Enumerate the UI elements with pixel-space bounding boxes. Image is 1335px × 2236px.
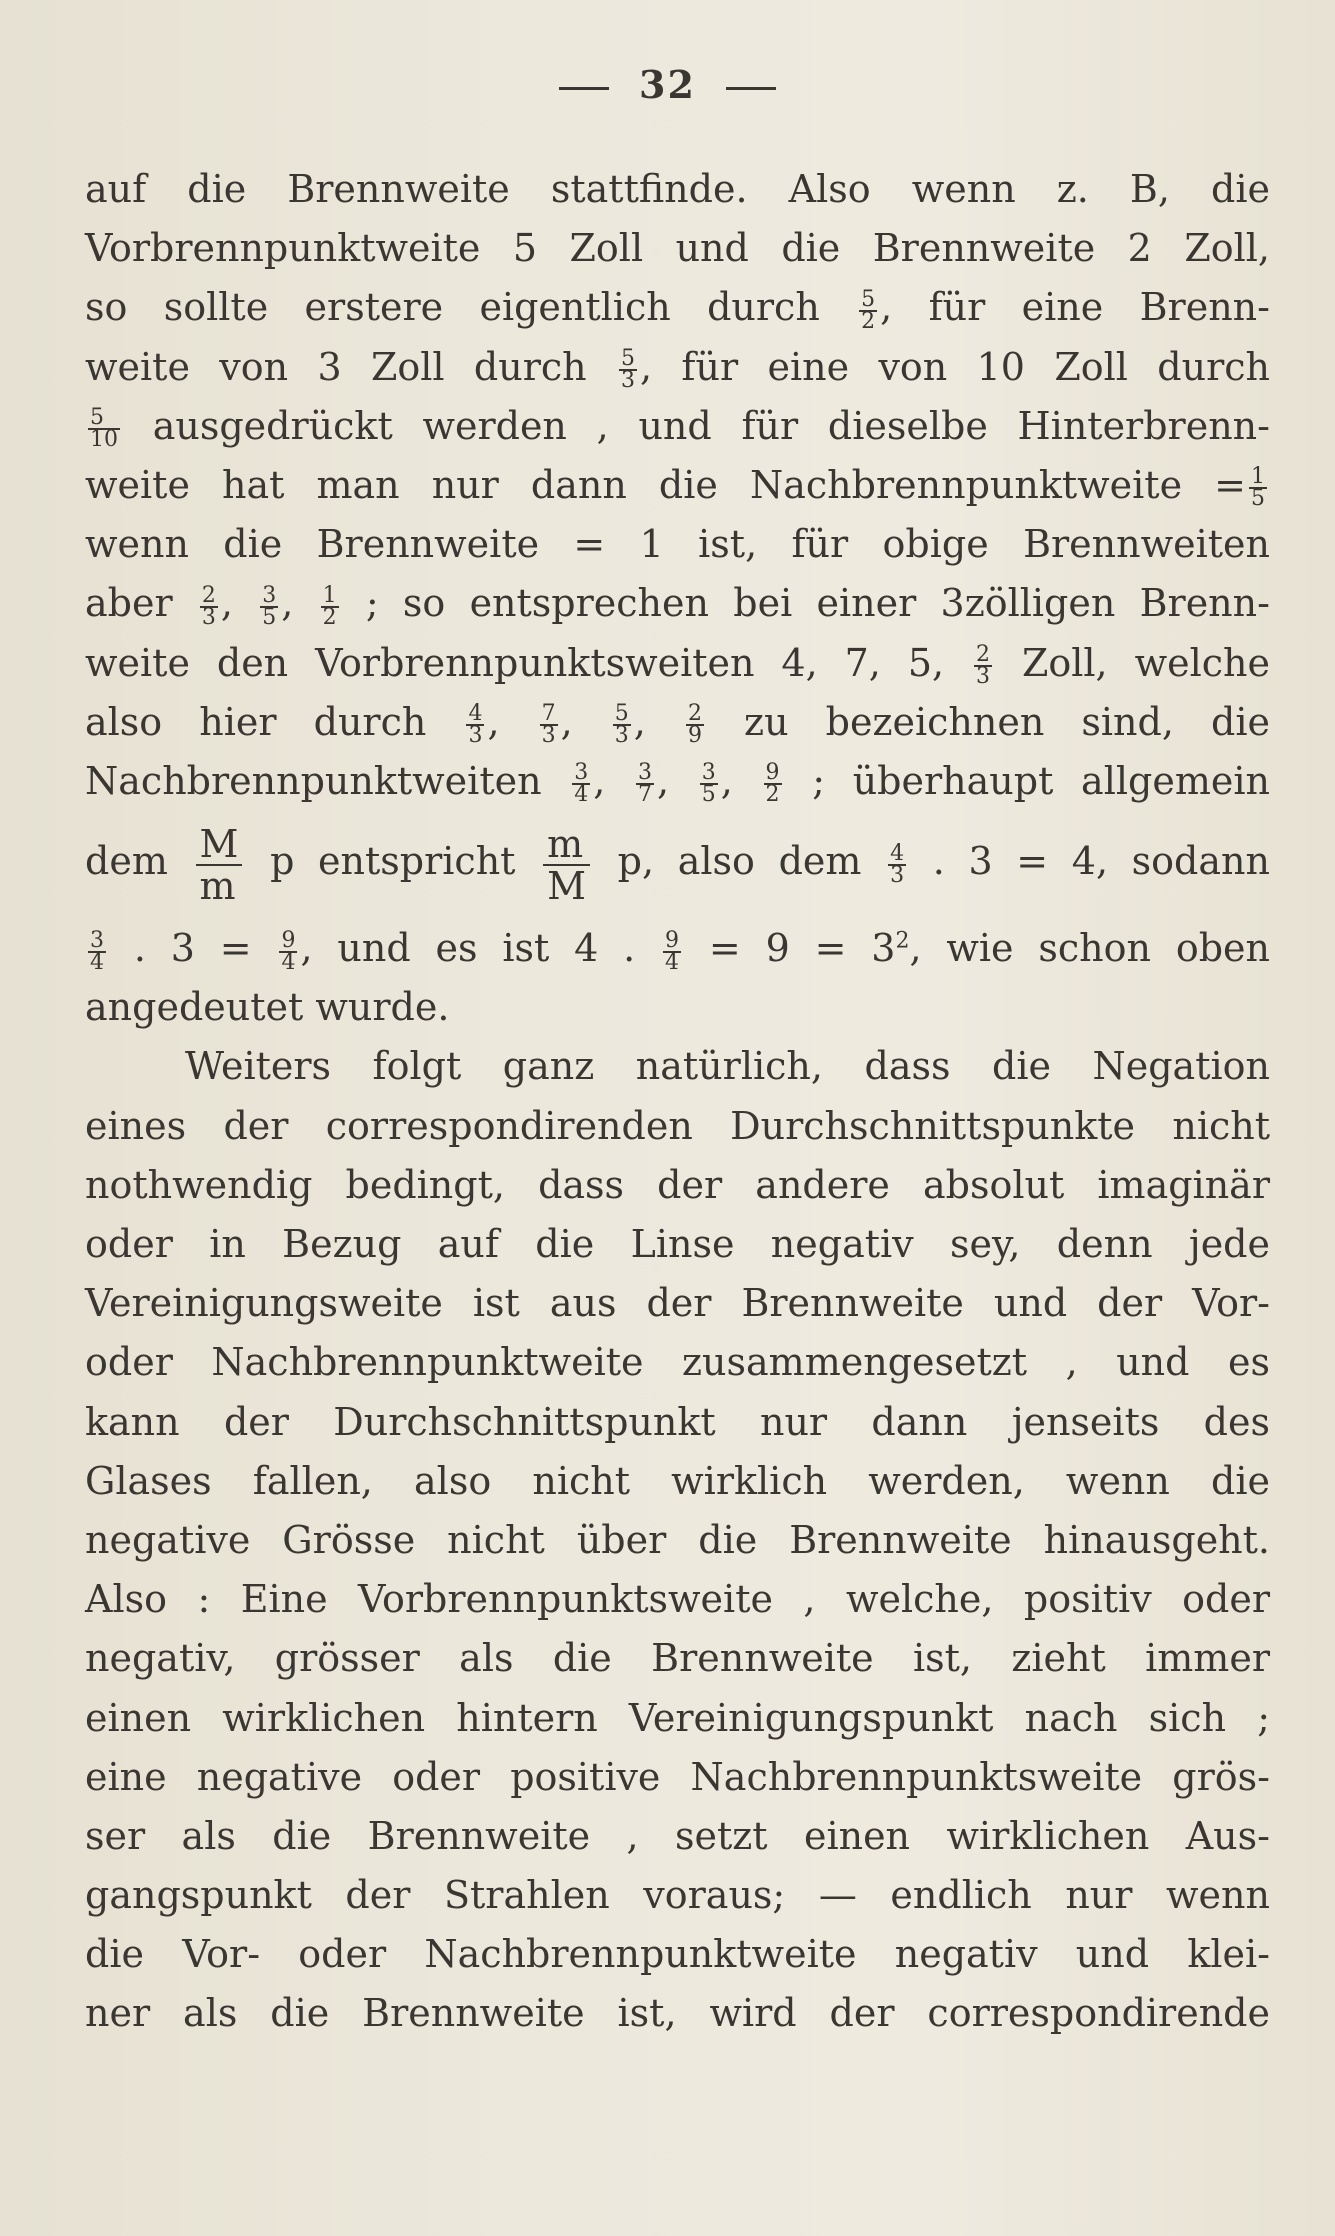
text-run: , und es ist 4 . bbox=[300, 926, 661, 971]
fraction-denominator: 5 bbox=[262, 604, 277, 630]
text-line: kann der Durchschnittspunkt nur dann jenseits des bbox=[85, 1399, 1270, 1444]
fraction-denominator: 10 bbox=[90, 427, 118, 453]
fraction bbox=[764, 760, 782, 808]
text-line: angedeutet wurde. bbox=[85, 985, 450, 1030]
fraction-numerator: 3 bbox=[574, 760, 589, 786]
text-line: ser als die Brennweite , setzt einen wirklichen Aus- bbox=[85, 1813, 1270, 1858]
fraction-numerator: 9 bbox=[281, 927, 296, 953]
fraction-numerator: 3 bbox=[262, 582, 277, 608]
fraction-denominator: 7 bbox=[638, 782, 653, 808]
text-line bbox=[85, 456, 1270, 515]
text-line bbox=[85, 811, 1270, 911]
fraction bbox=[540, 701, 558, 749]
fraction bbox=[686, 701, 704, 749]
fraction-denominator: 3 bbox=[541, 723, 556, 749]
fraction-denominator: 4 bbox=[90, 949, 104, 975]
fraction-denominator: 3 bbox=[468, 723, 483, 749]
fraction bbox=[636, 760, 654, 808]
fraction-denominator: 3 bbox=[976, 664, 991, 689]
fraction-denominator: 2 bbox=[322, 604, 337, 630]
fraction bbox=[572, 760, 590, 808]
page-number bbox=[0, 62, 1335, 107]
text-line: auf die Brennweite stattfinde. Also wenn z. B, die bbox=[85, 167, 1270, 211]
text-line bbox=[85, 919, 1270, 978]
text-line: die Vor- oder Nachbrennpunktweite negativ und klei- bbox=[85, 1932, 1270, 1977]
body-text bbox=[85, 160, 1270, 2044]
text-run: ; überhaupt allgemein bbox=[784, 758, 1270, 803]
text-run: , bbox=[633, 699, 683, 744]
text-run: Zoll, welche bbox=[995, 640, 1270, 685]
text-line bbox=[85, 278, 1270, 337]
fraction-numerator: M bbox=[196, 824, 243, 866]
text-run: weite den Vorbrennpunktsweiten 4, 7, 5, bbox=[85, 640, 972, 685]
fraction-denominator: 5 bbox=[701, 782, 716, 808]
fraction-numerator: 3 bbox=[638, 760, 653, 786]
fraction-numerator: 9 bbox=[765, 760, 780, 786]
text-line: Glases fallen, also nicht wirklich werden, wenn die bbox=[85, 1458, 1270, 1503]
text-line bbox=[85, 634, 1270, 693]
text-run: Nachbrennpunktweiten bbox=[85, 758, 570, 803]
fraction-denominator: 3 bbox=[201, 604, 216, 630]
text-run: p, also dem bbox=[594, 839, 886, 884]
fraction bbox=[859, 286, 877, 334]
text-line: nothwendig bedingt, dass der andere absolut imaginär bbox=[85, 1162, 1270, 1207]
text-line: negativ, grösser als die Brennweite ist, zieht immer bbox=[85, 1636, 1270, 1681]
text-run: , bbox=[281, 581, 318, 626]
text-run: = 9 = 3 bbox=[684, 926, 896, 971]
text-line bbox=[85, 397, 1270, 456]
text-run: , bbox=[593, 758, 634, 803]
fraction-denominator: 4 bbox=[574, 782, 589, 808]
fraction bbox=[466, 701, 484, 749]
fraction-numerator: 4 bbox=[468, 701, 483, 727]
fraction bbox=[196, 821, 243, 908]
superscript: 2 bbox=[895, 928, 910, 954]
fraction-numerator: 2 bbox=[976, 642, 991, 667]
fraction bbox=[279, 927, 297, 975]
fraction bbox=[1249, 464, 1267, 512]
text-line: einen wirklichen hintern Vereinigungspunkt nach sich ; bbox=[85, 1695, 1270, 1740]
text-run: , für eine Brenn- bbox=[880, 285, 1270, 330]
text-run: , bbox=[720, 758, 761, 803]
text-run: also hier durch bbox=[85, 699, 464, 744]
fraction-denominator: 3 bbox=[890, 862, 905, 888]
text-run: so sollte erstere eigentlich durch bbox=[85, 285, 857, 330]
text-run: ; so entsprechen bei einer 3zölligen Brenn- bbox=[341, 581, 1270, 626]
fraction bbox=[974, 642, 992, 689]
text-line: negative Grösse nicht über die Brennweite hinausgeht. bbox=[85, 1517, 1270, 1562]
fraction-numerator: 1 bbox=[1251, 464, 1265, 490]
text-run: , bbox=[560, 699, 610, 744]
fraction bbox=[543, 821, 590, 908]
text-run: , bbox=[487, 699, 537, 744]
fraction-numerator: 3 bbox=[701, 760, 716, 786]
text-run: , bbox=[657, 758, 697, 803]
fraction-numerator: 1 bbox=[322, 582, 337, 608]
text-run: weite hat man nur dann die Nachbrennpunktweite = bbox=[85, 462, 1246, 507]
fraction-denominator: m bbox=[199, 863, 236, 908]
text-line: wenn die Brennweite = 1 ist, für obige Brennweiten bbox=[85, 522, 1270, 567]
text-run: aber bbox=[85, 581, 197, 626]
text-line: Weiters folgt ganz natürlich, dass die Negation bbox=[185, 1044, 1270, 1089]
text-line: Vorbrennpunktweite 5 Zoll und die Brennweite 2 Zoll, bbox=[85, 226, 1270, 271]
text-line: gangspunkt der Strahlen voraus; — endlich nur wenn bbox=[85, 1873, 1270, 1918]
fraction-numerator: 5 bbox=[614, 701, 629, 727]
text-line: Vereinigungsweite ist aus der Brennweite und der Vor- bbox=[85, 1281, 1270, 1326]
fraction bbox=[321, 582, 339, 630]
text-line: Also : Eine Vorbrennpunktsweite , welche, positiv oder bbox=[85, 1577, 1270, 1622]
text-run: . 3 = bbox=[109, 926, 277, 971]
fraction bbox=[700, 760, 718, 808]
right-dash bbox=[726, 87, 776, 90]
fraction-denominator: 2 bbox=[765, 782, 780, 808]
fraction-denominator: 9 bbox=[687, 723, 702, 749]
fraction-denominator: 4 bbox=[281, 949, 296, 975]
fraction-numerator: 2 bbox=[687, 701, 702, 727]
text-line: eine negative oder positive Nachbrennpunktsweite grös- bbox=[85, 1754, 1270, 1799]
fraction bbox=[88, 405, 120, 453]
text-line bbox=[85, 693, 1270, 752]
text-line: oder Nachbrennpunktweite zusammengesetzt , und es bbox=[85, 1340, 1270, 1385]
fraction-denominator: M bbox=[547, 863, 587, 908]
text-run: ausgedrückt werden , und für dieselbe Hinterbrenn- bbox=[123, 403, 1270, 448]
fraction bbox=[619, 346, 637, 394]
page-number-text: 32 bbox=[639, 62, 696, 107]
text-run: p entspricht bbox=[246, 839, 540, 884]
fraction-denominator: 3 bbox=[621, 368, 635, 394]
text-line: ner als die Brennweite ist, wird der correspondirende bbox=[85, 1991, 1270, 2036]
fraction-numerator: 9 bbox=[665, 927, 680, 953]
fraction-numerator: m bbox=[543, 824, 590, 866]
text-run: , bbox=[220, 581, 258, 626]
text-run: , für eine von 10 Zoll durch bbox=[640, 344, 1270, 389]
text-line bbox=[85, 574, 1270, 633]
fraction-numerator: 7 bbox=[541, 701, 556, 727]
fraction bbox=[200, 582, 218, 630]
fraction-numerator: 3 bbox=[90, 927, 104, 953]
text-line: oder in Bezug auf die Linse negativ sey, denn jede bbox=[85, 1222, 1270, 1266]
text-run: . 3 = 4, sodann bbox=[909, 839, 1270, 884]
fraction bbox=[260, 582, 278, 630]
text-line bbox=[85, 338, 1270, 397]
fraction-denominator: 2 bbox=[861, 308, 876, 334]
left-dash bbox=[559, 87, 609, 90]
fraction bbox=[663, 927, 681, 975]
text-line: eines der correspondirenden Durchschnittspunkte nicht bbox=[85, 1103, 1270, 1148]
fraction bbox=[888, 840, 906, 888]
fraction-denominator: 3 bbox=[614, 723, 629, 749]
fraction bbox=[88, 927, 106, 975]
fraction-numerator: 2 bbox=[201, 582, 216, 608]
fraction-numerator: 5 bbox=[621, 346, 635, 372]
fraction-numerator: 5 bbox=[861, 286, 876, 312]
fraction-denominator: 4 bbox=[665, 949, 680, 975]
text-run: dem bbox=[85, 839, 192, 884]
text-run: zu bezeichnen sind, die bbox=[706, 699, 1270, 744]
text-run: weite von 3 Zoll durch bbox=[85, 344, 616, 389]
fraction-numerator: 4 bbox=[890, 840, 905, 866]
text-run: , wie schon oben bbox=[909, 926, 1270, 971]
text-line bbox=[85, 752, 1270, 811]
fraction-denominator: 5 bbox=[1251, 486, 1265, 512]
fraction-numerator: 5 bbox=[88, 408, 120, 430]
fraction bbox=[613, 701, 631, 749]
